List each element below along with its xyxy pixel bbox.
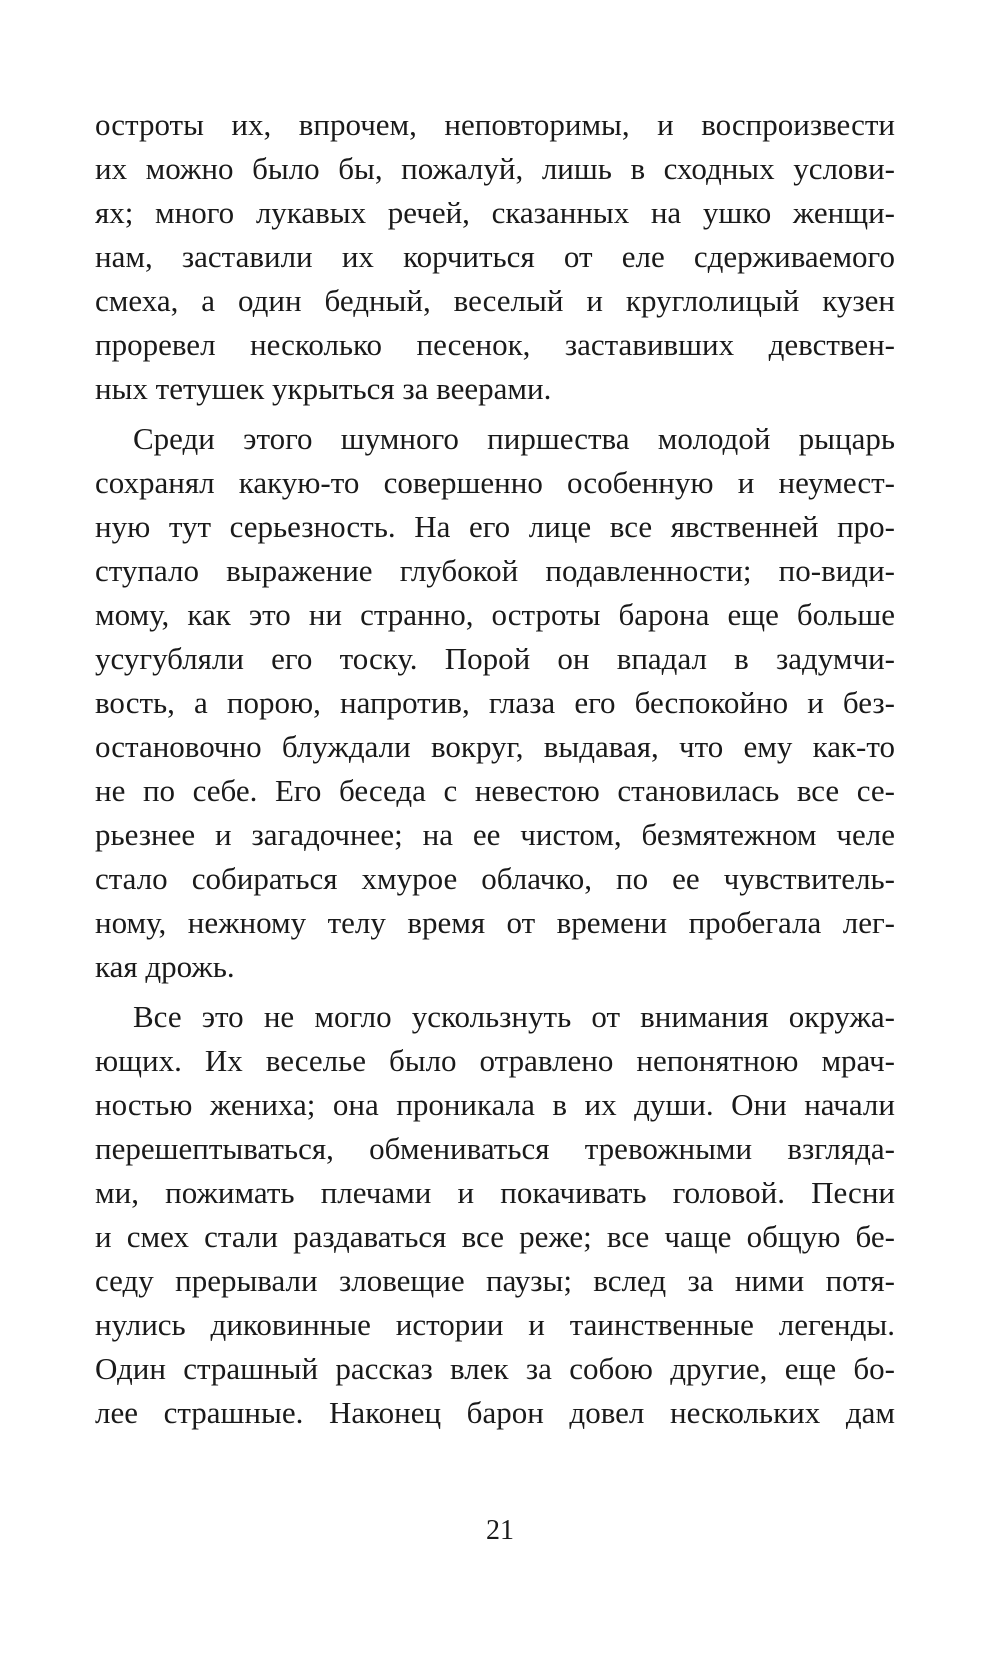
text-line: усугубляли его тоску. Порой он впадал в задумчи- [95,641,895,676]
paragraph-1 [95,103,895,411]
paragraph-2 [95,417,895,989]
text-line: кая дрожь. [95,949,235,984]
text-line: ях; много лукавых речей, сказанных на ушко женщи- [95,195,895,230]
text-line: нам, заставили их корчиться от еле сдерживаемого [95,239,895,274]
text-line: ную тут серьезность. На его лице все явственней про- [95,509,895,544]
text-line: их можно было бы, пожалуй, лишь в сходных услови- [95,151,895,186]
text-line: седу прерывали зловещие паузы; вслед за ними потя- [95,1263,895,1298]
text-line: не по себе. Его беседа с невестою становилась все се- [95,773,895,808]
text-line: смеха, а один бедный, веселый и круглолицый кузен [95,283,895,318]
text-line: лее страшные. Наконец барон довел нескольких дам [95,1395,895,1430]
text-line: нулись диковинные истории и таинственные легенды. [95,1307,895,1342]
paragraph-3 [95,995,895,1435]
body-text [95,103,895,1435]
text-line: остроты их, впрочем, неповторимы, и воспроизвести [95,107,895,142]
text-line: перешептываться, обмениваться тревожными взгляда- [95,1131,895,1166]
text-line: и смех стали раздаваться все реже; все чаще общую бе- [95,1219,895,1254]
page-number: 21 [486,1515,514,1546]
text-line: ющих. Их веселье было отравлено непонятною мрач- [95,1043,895,1078]
text-line: ми, пожимать плечами и покачивать головой. Песни [95,1175,895,1210]
text-line: ступало выражение глубокой подавленности; по-види- [95,553,895,588]
text-line: сохранял какую-то совершенно особенную и неумест- [95,465,895,500]
text-line: Все это не могло ускользнуть от внимания окружа- [133,999,895,1034]
text-line: вость, а порою, напротив, глаза его беспокойно и без- [95,685,895,720]
text-line: проревел несколько песенок, заставивших девствен- [95,327,895,362]
text-line: Среди этого шумного пиршества молодой рыцарь [133,421,895,456]
text-line: ностью жениха; она проникала в их души. Они начали [95,1087,895,1122]
text-line: стало собираться хмурое облачко, по ее чувствитель- [95,861,895,896]
text-line: ному, нежному телу время от времени пробегала лег- [95,905,895,940]
text-line: ных тетушек укрыться за веерами. [95,371,552,406]
text-line: рьезнее и загадочнее; на ее чистом, безмятежном челе [95,817,895,852]
text-line: остановочно блуждали вокруг, выдавая, что ему как-то [95,729,895,764]
text-line: Один страшный рассказ влек за собою другие, еще бо- [95,1351,895,1386]
text-line: мому, как это ни странно, остроты барона еще больше [95,597,895,632]
